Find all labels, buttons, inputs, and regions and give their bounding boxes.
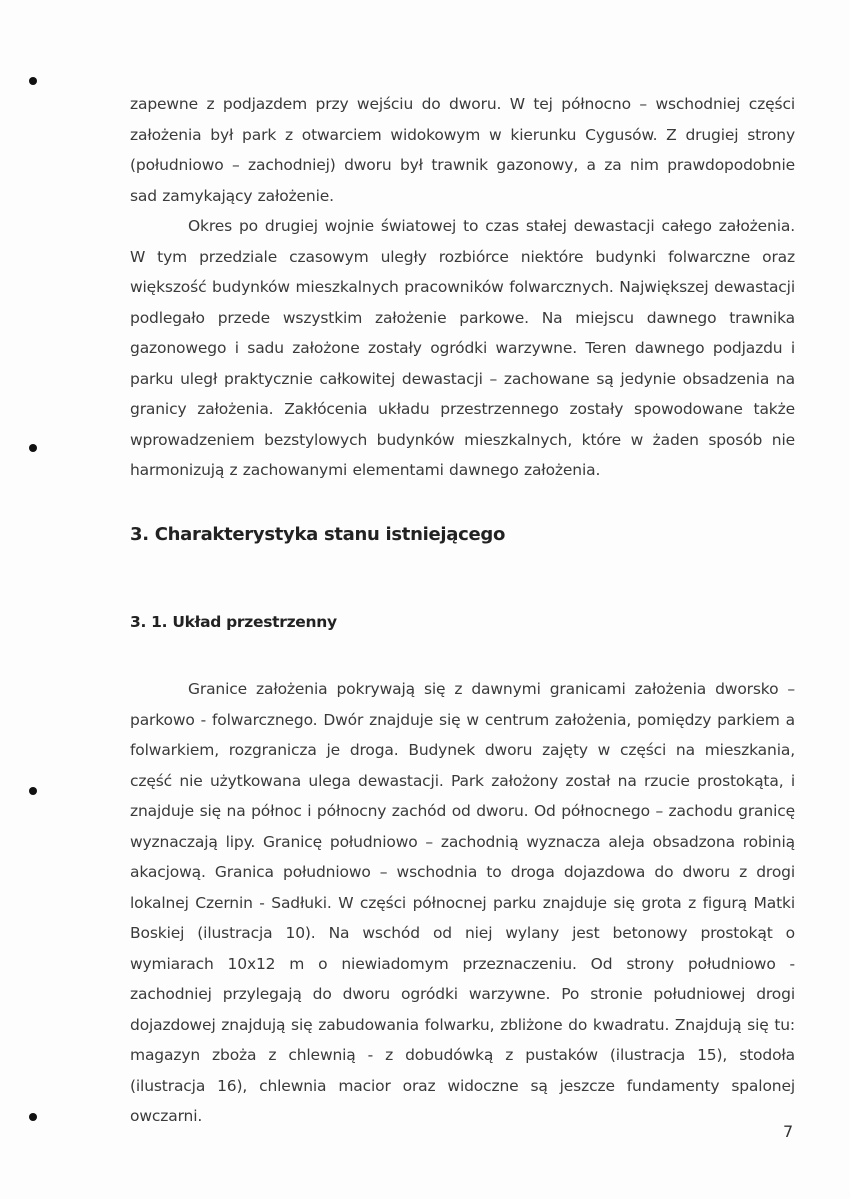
punch-hole-mark <box>29 787 37 795</box>
punch-hole-mark <box>29 444 37 452</box>
bottom-text-block <box>130 674 795 1132</box>
top-text-block <box>130 89 795 486</box>
paragraph-continuation: zapewne z podjazdem przy wejściu do dworu. W tej północno – wschodniej części założenia był park z otwarciem widokowym w kierunku Cygusów. Z drugiej strony (południowo – zachodniej) dworu był trawnik gazonowy, a za nim prawdopodobnie sad zamykający założenie. <box>130 95 795 205</box>
subsection-heading: 3. 1. Układ przestrzenny <box>130 613 337 631</box>
section-heading: 3. Charakterystyka stanu istniejącego <box>130 524 506 545</box>
paragraph-spatial-layout: Granice założenia pokrywają się z dawnymi granicami założenia dworsko – parkowo - folwarcznego. Dwór znajduje się w centrum założenia, pomiędzy parkiem a folwarkiem, rozgranicza je droga. Budynek dworu zajęty w części na mieszkania, część nie użytkowana ulega dewastacji. Park założony został na rzucie prostokąta, i znajduje się na północ i północny zachód od dworu. Od północnego – zachodu granicę wyznaczają lipy. Granicę południowo – zachodnią wyznacza aleja obsadzona robinią akacjową. Granica południowo – wschodnia to droga dojazdowa do dworu z drogi lokalnej Czernin - Sadłuki. W części północnej parku znajduje się grota z figurą Matki Boskiej (ilustracja 10). Na wschód od niej wylany jest betonowy prostokąt o wymiarach 10x12 m o niewiadomym przeznaczeniu. Od strony południowo - zachodniej przylegają do dworu ogródki warzywne. Po stronie południowej drogi dojazdowej znajdują się zabudowania folwarku, zbliżone do kwadratu. Znajdują się tu: magazyn zboża z chlewnią - z dobudówką z pustaków (ilustracja 15), stodoła (ilustracja 16), chlewnia macior oraz widoczne są jeszcze fundamenty spalonej owczarni. <box>130 680 795 1125</box>
punch-hole-mark <box>29 77 37 85</box>
paragraph-post-war: Okres po drugiej wojnie światowej to czas stałej dewastacji całego założenia. W tym przedziale czasowym uległy rozbiórce niektóre budynki folwarczne oraz większość budynków mieszkalnych pracowników folwarcznych. Największej dewastacji podlegało przede wszystkim założenie parkowe. Na miejscu dawnego trawnika gazonowego i sadu założone zostały ogródki warzywne. Teren dawnego podjazdu i parku uległ praktycznie całkowitej dewastacji – zachowane są jedynie obsadzenia na granicy założenia. Zakłócenia układu przestrzennego zostały spowodowane także wprowadzeniem bezstylowych budynków mieszkalnych, które w żaden sposób nie harmonizują z zachowanymi elementami dawnego założenia. <box>130 217 795 479</box>
punch-hole-mark <box>29 1113 37 1121</box>
page-number: 7 <box>783 1122 794 1141</box>
